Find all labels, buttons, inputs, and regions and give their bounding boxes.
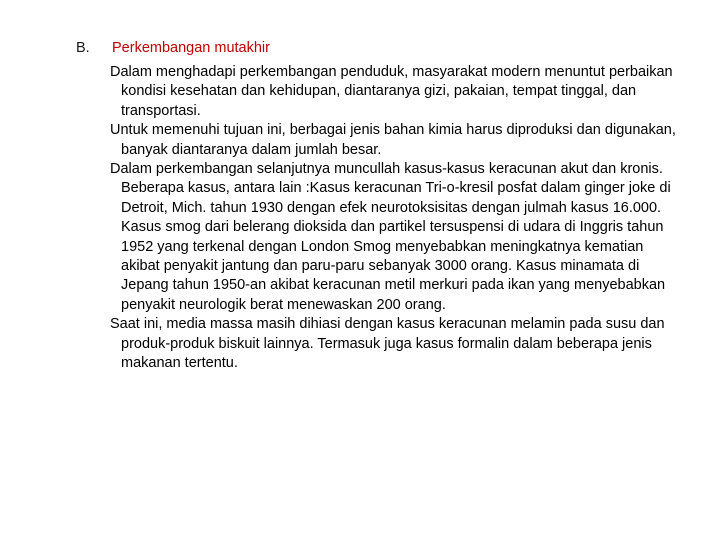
paragraph-current-cases: Saat ini, media massa masih dihiasi dengan kasus keracunan melamin pada susu dan produk-produk biskuit lainnya. Termasuk juga kasus formalin dalam beberapa jenis makanan tertentu. — [110, 316, 665, 372]
section-number: B. — [76, 40, 90, 56]
section-heading — [76, 38, 270, 58]
paragraph-population: Dalam menghadapi perkembangan penduduk, masyarakat modern menuntut perbaikan kondisi kesehatan dan kehidupan, diantaranya gizi, pakaian, tempat tinggal, dan transportasi. — [110, 64, 673, 119]
paragraph-poisoning-cases: Dalam perkembangan selanjutnya muncullah kasus-kasus keracunan akut dan kronis. Beberapa kasus, antara lain :Kasus keracunan Tri-o-kresil posfat dalam ginger joke di Detroit, Mich. tahun 1930 dengan efek neurotoksisitas dengan julmah kasus 16.000. Kasus smog dari belerang dioksida dan partikel tersuspensi di udara di Inggris tahun 1952 yang terkenal dengan London Smog menyebabkan meningkatnya kematian akibat penyakit jantung dan paru-paru sebanyak 3000 orang. Kasus minamata di Jepang tahun 1950-an akibat keracunan metil merkuri pada ikan yang menyebabkan penyakit neurologik berat menewaskan 200 orang. — [110, 161, 671, 313]
body-text — [110, 63, 682, 374]
section-title: Perkembangan mutakhir — [112, 40, 270, 56]
paragraph-chemicals: Untuk memenuhi tujuan ini, berbagai jenis bahan kimia harus diproduksi dan digunakan, banyak diantaranya dalam jumlah besar. — [110, 122, 676, 158]
